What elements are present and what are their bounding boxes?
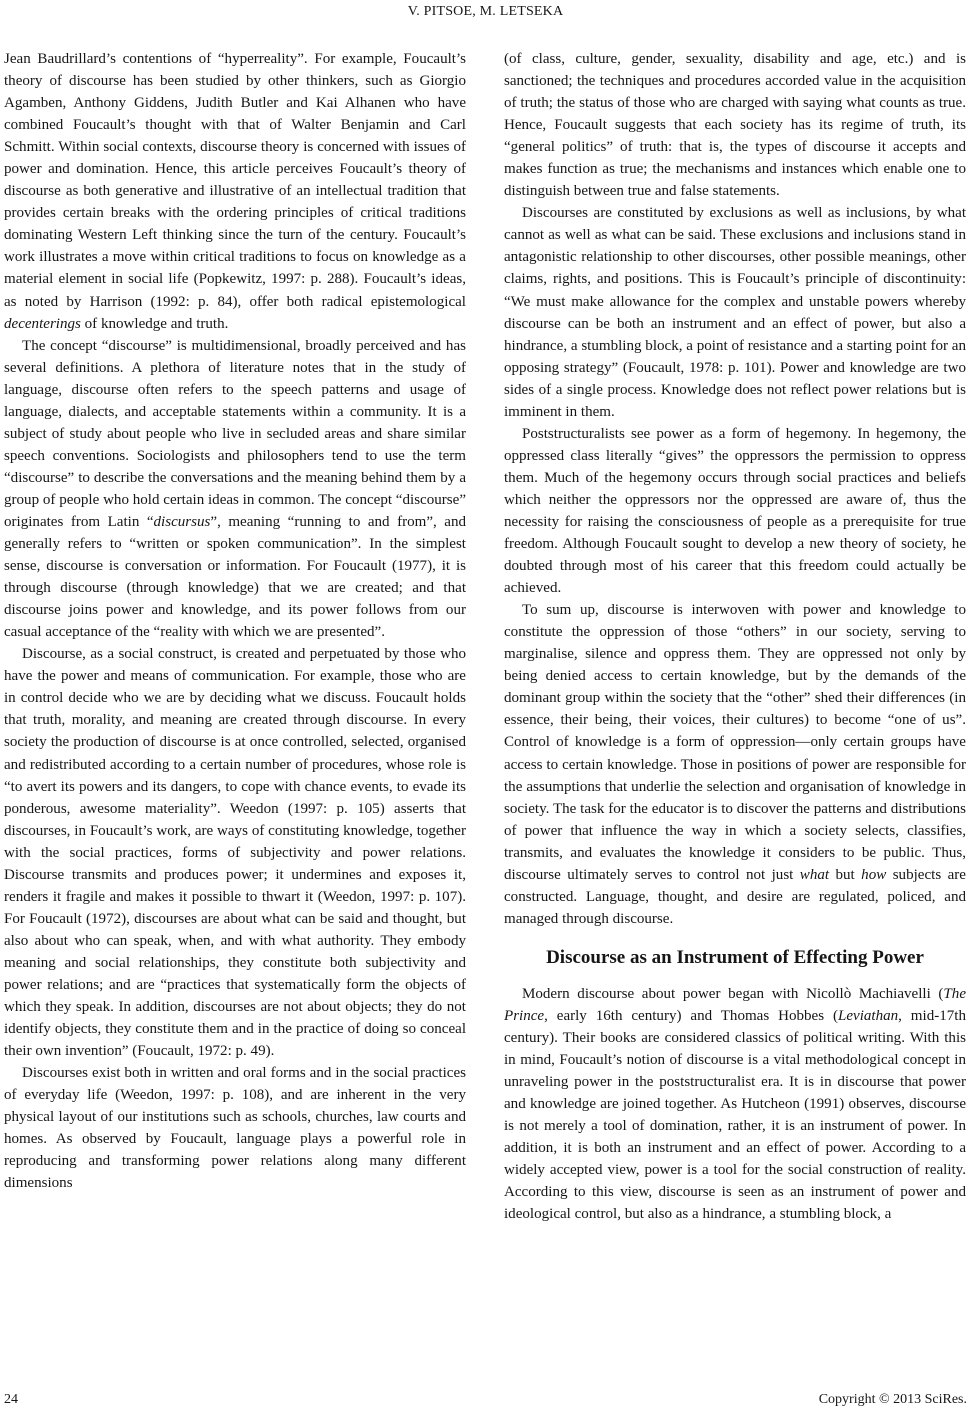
copyright-notice: Copyright © 2013 SciRes. [818, 1392, 967, 1407]
section-heading: Discourse as an Instrument of Effecting Power [546, 946, 924, 968]
emphasis-text: Leviathan [837, 1007, 899, 1024]
paragraph: Discourse, as a social construct, is created and perpetuated by those who have the power and means of communication. For example, those who are in control decide who we are by deciding what we discuss. Foucault holds that truth, morality, and meaning are created through discourse. In every society the production of discourse is at once controlled, selected, organised and redistributed according to a certain number of procedures, whose role is “to avert its powers and its dangers, to cope with chance events, to evade its ponderous, awesome materiality”. Weedon (1997: p. 105) asserts that discourses, in Foucault’s work, are ways of constituting knowledge, together with the social practices, forms of subjectivity and power relations. Discourse transmits and produces power; it undermines and exposes it, renders it fragile and makes it possible to thwart it (Weedon, 1997: p. 107). For Foucault (1972), discourses are about what can be said and thought, but also about who can speak, when, and with what authority. They embody meaning and social relationships, they constitute both subjectivity and power relations; and are “practices that systematically form the objects of which they speak. In addition, discourses are not about objects; they do not identify objects, they constitute them and in the practice of doing so conceal their own invention” (Foucault, 1972: p. 49). [4, 646, 466, 1060]
paragraph [4, 335, 466, 644]
paragraph-text: subjects are constructed. Language, thought, and desire are regulated, policed, and managed through discourse. [504, 866, 966, 927]
left-column [4, 48, 466, 1194]
paragraph-text: but [829, 866, 862, 883]
paragraph-text: Modern discourse about power began with Nicollò Machiavelli ( [522, 985, 944, 1002]
emphasis-text: discursus [153, 513, 211, 530]
emphasis-text: what [799, 866, 830, 883]
paragraph: Poststructuralists see power as a form of hegemony. In hegemony, the oppressed class literally “gives” the oppressors the permission to oppress them. Much of the hegemony occurs through social practices and beliefs which neither the oppressors nor the oppressed are aware of, thus the necessity for raising the consciousness of people as a prerequisite for true freedom. Although Foucault sought to develop a new theory of society, he doubted through most of his career that this freedom could actually be achieved. [504, 425, 966, 597]
paragraph-text: To sum up, discourse is interwoven with power and knowledge to constitute the oppression of those “others” in our society, serving to marginalise, silence and oppress them. They are oppressed not only by being denied access to certain knowledge, but by the demands of the dominant group within the society that the “other” shed their differences (in essence, their being, their voices, their cultures) to become “one of us”. Control of knowledge is a form of oppression—only certain groups have access to certain knowledge. Those in positions of power are responsible for the assumptions that underlie the selection and organisation of knowledge in society. The task for the educator is to discover the patterns and distributions of power that influence the way in which a society selects, classifies, transmits, and evaluates the knowledge it considers to be public. Thus, discourse ultimately serves to control not just [504, 602, 966, 883]
paragraph: Discourses are constituted by exclusions as well as inclusions, by what cannot as well as what can be said. These exclusions and inclusions stand in antagonistic relationship to other discourses, other possible meanings, other claims, rights, and positions. This is Foucault’s principle of discontinuity: “We must make allowance for the complex and unstable powers whereby discourse can be both an instrument and an effect of power, but also a hindrance, a stumbling block, a point of resistance and a starting point for an opposing strategy” (Foucault, 1978: p. 101). Power and knowledge are two sides of a single process. Knowledge does not reflect power relations but is imminent in them. [504, 205, 966, 420]
paragraph [504, 983, 966, 1226]
running-head: V. PITSOE, M. LETSEKA [407, 4, 564, 19]
paragraph-text: The concept “discourse” is multidimensional, broadly perceived and has several definitions. A plethora of literature notes that in the study of language, discourse often refers to the speech patterns and usage of language, dialects, and acceptable statements within a community. It is a subject of study about people who live in secluded areas and share similar speech conventions. Sociologists and philosophers tend to use the term “discourse” to describe the conversations and the meaning behind them by a group of people who hold certain ideas in common. The concept “discourse” originates from Latin “ [4, 337, 466, 530]
paragraph-text: of knowledge and truth. [80, 315, 229, 332]
emphasis-text: decenterings [4, 315, 81, 332]
emphasis-text: The Prince [504, 985, 966, 1024]
paragraph-text: ”, meaning “running to and from”, and generally refers to “written or spoken communication”. In the simplest sense, discourse is conversation or information. For Foucault (1977), it is through discourse (through knowledge) that we are created; and that discourse joins power and knowledge, and its power follows from our casual acceptance of the “reality with which we are presented”. [4, 513, 466, 641]
paragraph: (of class, culture, gender, sexuality, disability and age, etc.) and is sanctioned; the techniques and procedures accorded value in the acquisition of truth; the status of those who are charged with saying what counts as true. Hence, Foucault suggests that each society has its regime of truth, its “general politics” of truth: that is, the types of discourse it accepts and makes function as true; the mechanisms and instances which enable one to distinguish between true and false statements. [504, 51, 966, 200]
paragraph-text: , early 16th century) and Thomas Hobbes ( [544, 1007, 838, 1024]
paragraph [504, 599, 966, 930]
emphasis-text: how [861, 866, 887, 883]
page-number: 24 [4, 1392, 18, 1407]
paragraph: Discourses exist both in written and oral forms and in the social practices of everyday life (Weedon, 1997: p. 108), and are inherent in the very physical layout of our institutions such as schools, churches, law courts and homes. As observed by Foucault, language plays a powerful role in reproducing and transforming power relations along many different dimensions [4, 1065, 466, 1192]
paragraph-text: , mid-17th century). Their books are considered classics of political writing. With this in mind, Foucault’s notion of discourse is a vital methodological concept in unraveling power in the poststructuralist era. It is in discourse that power and knowledge are joined together. As Hutcheon (1991) observes, discourse is not merely a tool of domination, rather, it is an instrument of power. In addition, it is both an instrument and an effect of power. According to a widely accepted view, power is a tool for the social construction of reality. According to this view, discourse is seen as an instrument of power and ideological control, but also as a hindrance, a stumbling block, a [504, 1007, 966, 1223]
right-column [504, 48, 966, 1225]
paragraph-text: Jean Baudrillard’s contentions of “hyperreality”. For example, Foucault’s theory of discourse has been studied by other thinkers, such as Giorgio Agamben, Anthony Giddens, Judith Butler and Kai Alhanen who have combined Foucault’s thought with that of Walter Benjamin and Carl Schmitt. Within social contexts, discourse theory is concerned with issues of power and domination. Hence, this article perceives Foucault’s theory of discourse as both generative and illustrative of an intellectual tradition that provides certain breaks with the ordering principles of critical traditions dominating Western Left thinking since the turn of the century. Foucault’s work illustrates a move within critical traditions to focus on knowledge as a material element in social life (Popkewitz, 1997: p. 288). Foucault’s ideas, as noted by Harrison (1992: p. 84), offer both radical epistemological [4, 51, 466, 310]
paragraph [4, 48, 466, 335]
